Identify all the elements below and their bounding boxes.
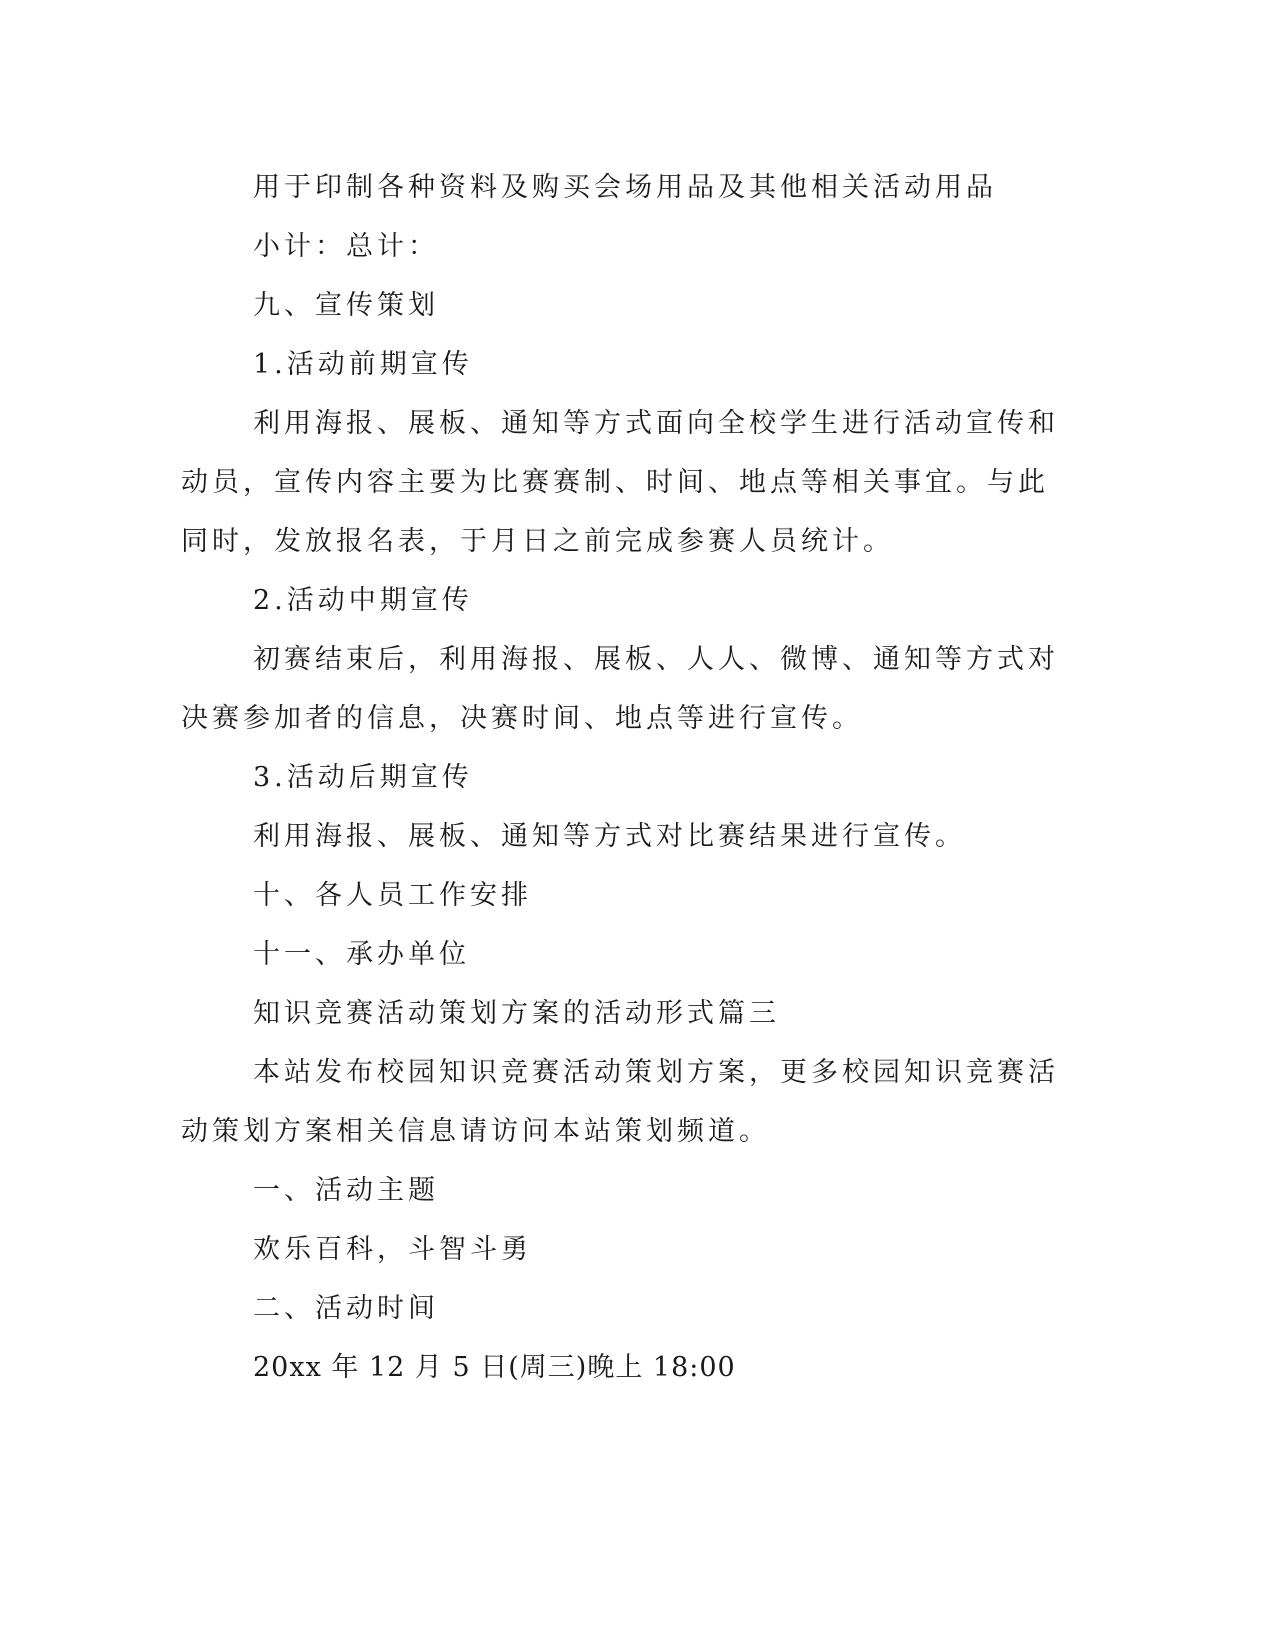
paragraph-activity-time: 20xx 年 12 月 5 日(周三)晚上 18:00 [253,1352,736,1383]
heading-part-three: 知识竞赛活动策划方案的活动形式篇三 [253,998,780,1029]
heading-activity-time: 二、活动时间 [253,1293,439,1324]
heading-staff-arrangement: 十、各人员工作安排 [253,880,532,911]
paragraph-subtotal-total: 小计：总计： [253,231,439,262]
heading-mid-publicity: 2.活动中期宣传 [253,585,473,616]
paragraph-site-notice: 本站发布校园知识竞赛活动策划方案，更多校园知识竞赛活动策划方案相关信息请访问本站策划频道。 [181,1057,1059,1147]
paragraph-late-publicity: 利用海报、展板、通知等方式对比赛结果进行宣传。 [253,821,966,852]
heading-publicity-plan: 九、宣传策划 [253,290,439,321]
paragraph-activity-theme: 欢乐百科，斗智斗勇 [253,1234,532,1265]
heading-organizer: 十一、承办单位 [253,939,470,970]
document-body [181,158,1071,1397]
heading-late-publicity: 3.活动后期宣传 [253,762,473,793]
heading-activity-theme: 一、活动主题 [253,1175,439,1206]
heading-early-publicity: 1.活动前期宣传 [253,349,473,380]
paragraph-early-publicity: 利用海报、展板、通知等方式面向全校学生进行活动宣传和动员，宣传内容主要为比赛赛制、时间、地点等相关事宜。与此同时，发放报名表，于月日之前完成参赛人员统计。 [181,408,1059,557]
paragraph-materials-note: 用于印制各种资料及购买会场用品及其他相关活动用品 [253,172,997,203]
paragraph-mid-publicity: 初赛结束后，利用海报、展板、人人、微博、通知等方式对决赛参加者的信息，决赛时间、地点等进行宣传。 [181,644,1059,734]
